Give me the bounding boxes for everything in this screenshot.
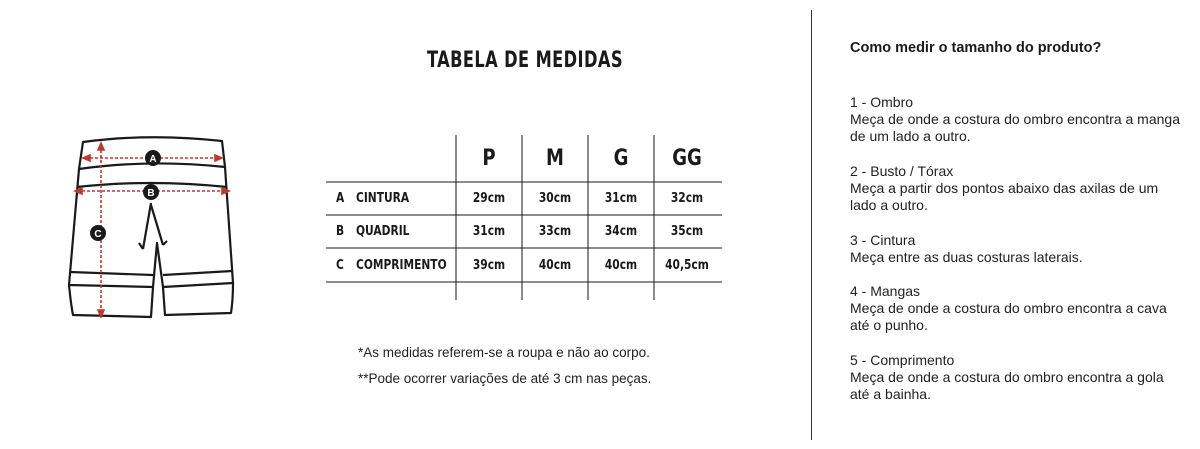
vertical-divider (811, 10, 812, 440)
svg-text:B: B (147, 188, 155, 199)
guide-item-text: Meça de onde a costura do ombro encontra a cava até o punho. (850, 300, 1167, 333)
column-header-gg: GG (672, 146, 702, 171)
table-cell: 34cm (604, 224, 638, 239)
table-cell: 31cm (604, 191, 638, 206)
guide-item-text: Meça de onde a costura do ombro encontra a gola até a bainha. (850, 369, 1164, 402)
guide-item-text: Meça entre as duas costuras laterais. (850, 249, 1083, 265)
row-name: QUADRIL (356, 224, 410, 239)
row-name: CINTURA (356, 191, 410, 206)
shorts-illustration (55, 125, 255, 335)
marker-a (145, 150, 161, 166)
guide-title: Como medir o tamanho do produto? (850, 40, 1102, 56)
guide-item-heading: 3 - Cintura (850, 232, 916, 248)
marker-b (143, 184, 159, 200)
row-letter: C (336, 258, 344, 273)
guide-item-mangas (850, 283, 1180, 334)
note-1: *As medidas referem-se a roupa e não ao corpo. (358, 345, 650, 360)
guide-item-cintura (850, 232, 1180, 266)
column-header-g: G (613, 146, 629, 171)
table-cell: 32cm (670, 191, 704, 206)
row-letter: A (336, 191, 345, 206)
guide-item-heading: 2 - Busto / Tórax (850, 163, 954, 179)
table-cell: 35cm (670, 224, 704, 239)
guide-item-heading: 4 - Mangas (850, 283, 921, 299)
svg-text:C: C (94, 229, 102, 240)
guide-item-heading: 5 - Comprimento (850, 352, 955, 368)
table-cell: 40,5cm (665, 258, 709, 273)
row-name: COMPRIMENTO (356, 258, 447, 273)
guide-item-ombro (850, 94, 1180, 145)
row-letter: B (336, 224, 345, 239)
table-cell: 30cm (538, 191, 572, 206)
guide-item-text: Meça a partir dos pontos abaixo das axilas de um lado a outro. (850, 180, 1159, 213)
guide-item-heading: 1 - Ombro (850, 94, 914, 110)
table-cell: 39cm (472, 258, 506, 273)
column-header-m: M (546, 146, 564, 171)
guide-item-text: Meça de onde a costura do ombro encontra a manga de um lado a outro. (850, 111, 1180, 144)
marker-c (90, 225, 106, 241)
table-cell: 31cm (472, 224, 506, 239)
table-cell: 40cm (604, 258, 638, 273)
table-cell: 29cm (472, 191, 506, 206)
guide-item-busto (850, 163, 1180, 214)
table-cell: 40cm (538, 258, 572, 273)
guide-item-comprimento (850, 352, 1180, 403)
svg-text:A: A (149, 154, 157, 165)
page-title: TABELA DE MEDIDAS (427, 48, 623, 73)
column-header-p: P (482, 146, 496, 171)
table-cell: 33cm (538, 224, 572, 239)
note-2: **Pode ocorrer variações de até 3 cm nas peças. (358, 371, 652, 386)
